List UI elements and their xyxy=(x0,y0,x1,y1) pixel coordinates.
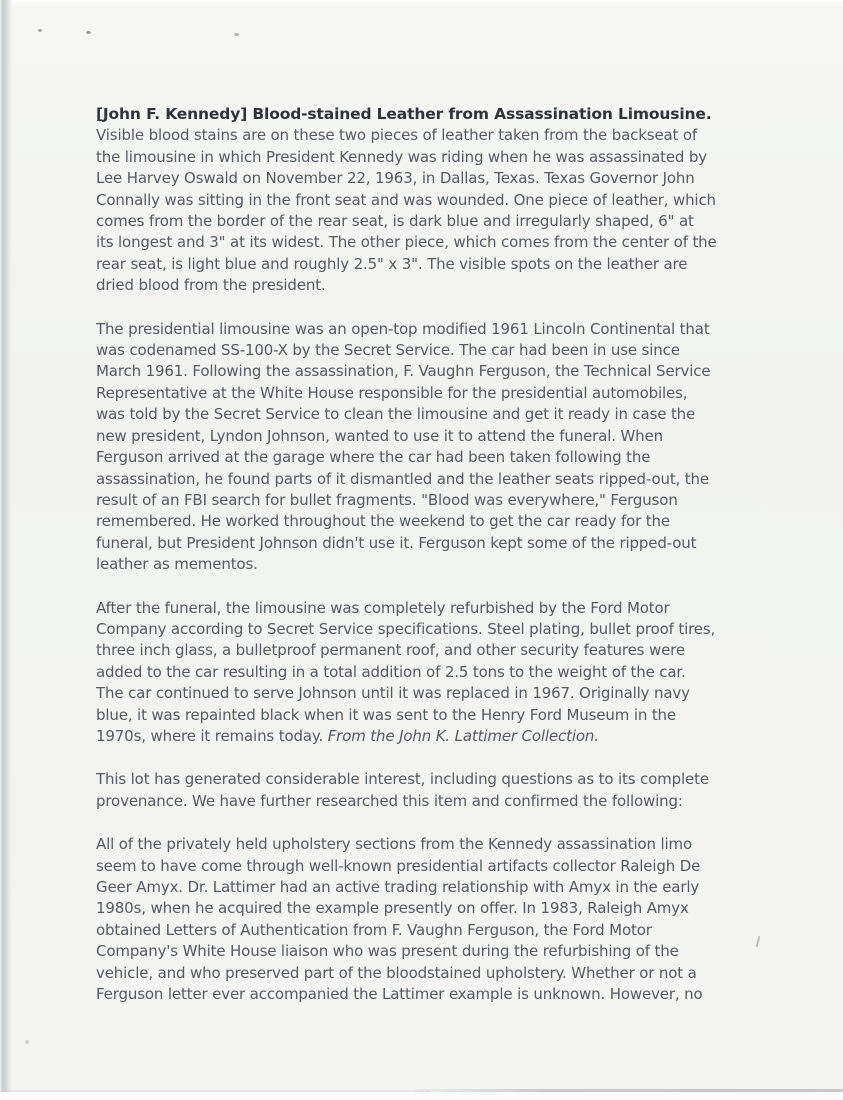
scan-speck xyxy=(25,1040,29,1044)
text-line: After the funeral, the limousine was completely refurbished by the Ford Motor xyxy=(96,598,670,617)
text-line: funeral, but President Johnson didn't use it. Ferguson kept some of the ripped-out xyxy=(96,533,697,552)
text-line: provenance. We have further researched this item and confirmed the following: xyxy=(96,791,683,810)
text-line: assassination, he found parts of it dismantled and the leather seats ripped-out, the xyxy=(96,469,709,488)
text-line: was codenamed SS-100-X by the Secret Service. The car had been in use since xyxy=(96,341,680,360)
text-line: All of the privately held upholstery sections from the Kennedy assassination limo xyxy=(96,835,693,854)
text-line: dried blood from the president. xyxy=(96,276,326,295)
text-line: three inch glass, a bulletproof permanent roof, and other security features were xyxy=(96,641,685,660)
text-line: Company according to Secret Service specifications. Steel plating, bullet proof tires, xyxy=(96,619,716,638)
page-left-edge-shadow xyxy=(0,0,12,1100)
text-line: was told by the Secret Service to clean the limousine and get it ready in case the xyxy=(96,405,696,424)
scan-speck xyxy=(86,31,91,34)
text-line: Ferguson arrived at the garage where the car had been taken following the xyxy=(96,448,651,467)
text-line: vehicle, and who preserved part of the bloodstained upholstery. Whether or not a xyxy=(96,963,697,982)
paragraph-refurbishment xyxy=(96,598,796,748)
text-line: The presidential limousine was an open-top modified 1961 Lincoln Continental that xyxy=(96,319,710,338)
text-line: March 1961. Following the assassination, F. Vaughn Ferguson, the Technical Service xyxy=(96,362,711,381)
scan-top-highlight xyxy=(0,0,843,8)
text-line: Company's White House liaison who was present during the refurbishing of the xyxy=(96,942,679,961)
text-line: leather as mementos. xyxy=(96,555,258,574)
paragraph-provenance-note xyxy=(96,769,796,812)
text-line: Ferguson letter ever accompanied the Lattimer example is unknown. However, no xyxy=(96,985,703,1004)
text-line: Connally was sitting in the front seat and was wounded. One piece of leather, which xyxy=(96,190,716,209)
text-line: new president, Lyndon Johnson, wanted to use it to attend the funeral. When xyxy=(96,426,663,445)
text-line: obtained Letters of Authentication from F. Vaughn Ferguson, the Ford Motor xyxy=(96,920,652,939)
collection-credit: From the John K. Lattimer Collection. xyxy=(327,726,599,745)
scan-speck xyxy=(234,33,239,36)
text-line: seem to have come through well-known presidential artifacts collector Raleigh De xyxy=(96,856,701,875)
closing-line-text: 1970s, where it remains today. xyxy=(96,726,328,745)
scan-speck xyxy=(38,29,42,32)
paragraph-provenance-research xyxy=(96,834,796,1005)
paragraph-body xyxy=(96,125,796,296)
text-line: result of an FBI search for bullet fragments. "Blood was everywhere," Ferguson xyxy=(96,490,678,509)
document-text xyxy=(96,104,796,1027)
paragraph-body xyxy=(96,598,796,726)
text-line xyxy=(96,726,796,747)
paragraph-limousine-history xyxy=(96,319,796,576)
text-line: blue, it was repainted black when it was sent to the Henry Ford Museum in the xyxy=(96,705,676,724)
text-line: rear seat, is light blue and roughly 2.5" x 3". The visible spots on the leather are xyxy=(96,254,688,273)
text-line: Representative at the White House responsible for the presidential automobiles, xyxy=(96,383,688,402)
paragraph-lot-description xyxy=(96,104,796,297)
text-line: comes from the border of the rear seat, is dark blue and irregularly shaped, 6" at xyxy=(96,212,694,231)
text-line: Geer Amyx. Dr. Lattimer had an active trading relationship with Amyx in the early xyxy=(96,878,700,896)
scan-bottom-margin xyxy=(0,1092,843,1100)
text-line: its longest and 3" at its widest. The other piece, which comes from the center of the xyxy=(96,233,717,252)
text-line: Visible blood stains are on these two pieces of leather taken from the backseat of xyxy=(96,126,698,145)
text-line: Lee Harvey Oswald on November 22, 1963, in Dallas, Texas. Texas Governor John xyxy=(96,169,695,188)
text-line: This lot has generated considerable interest, including questions as to its complete xyxy=(96,770,709,789)
document-title: [John F. Kennedy] Blood-stained Leather from Assassination Limousine. xyxy=(96,105,712,123)
text-line: added to the car resulting in a total addition of 2.5 tons to the weight of the car. xyxy=(96,662,686,681)
text-line: the limousine in which President Kennedy was riding when he was assassinated by xyxy=(96,147,708,166)
text-line: 1980s, when he acquired the example presently on offer. In 1983, Raleigh Amyx xyxy=(96,899,689,918)
text-line: remembered. He worked throughout the weekend to get the car ready for the xyxy=(96,512,670,531)
text-line: The car continued to serve Johnson until it was replaced in 1967. Originally navy xyxy=(96,684,690,703)
